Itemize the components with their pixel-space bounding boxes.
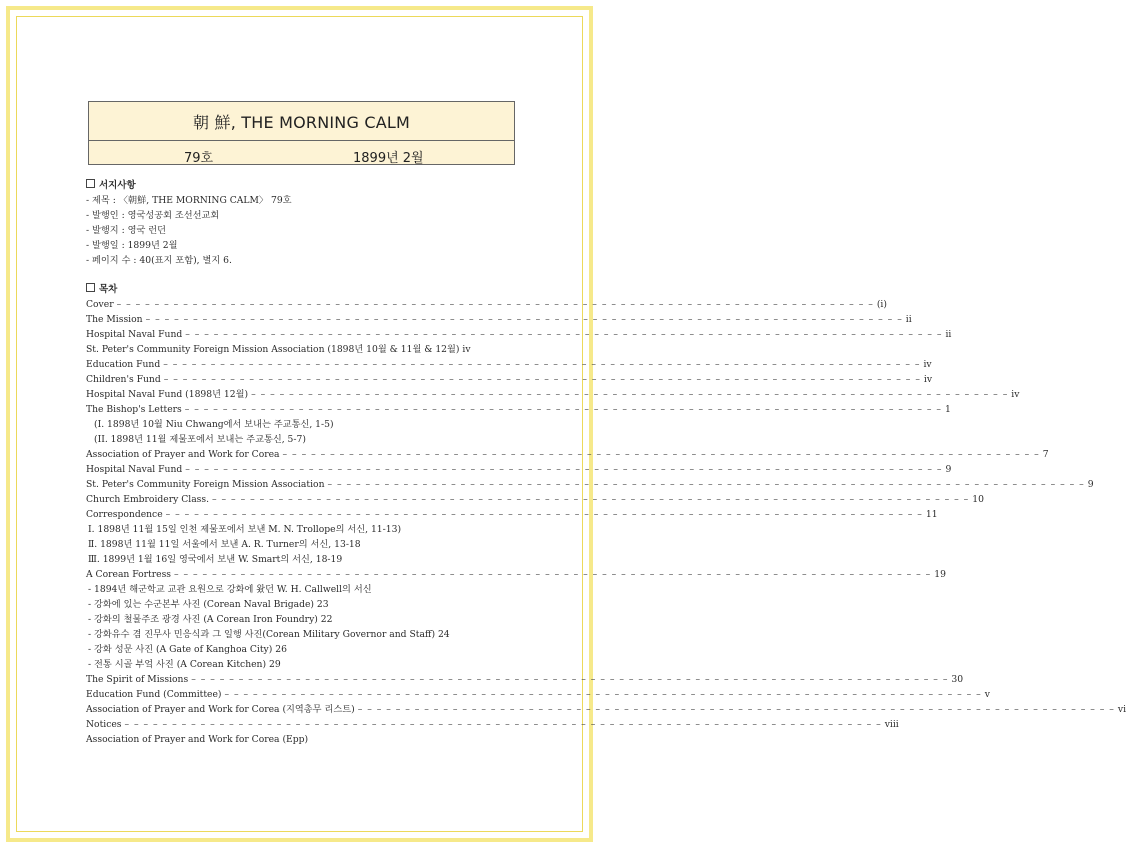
toc-entry-page: 30: [951, 674, 964, 685]
document-content: [86, 178, 1126, 747]
toc-entry-page: viii: [884, 719, 899, 730]
toc-leader: – – – – – – – – – – – – – – – – – – – – – – – – – – – – – – – – – – – – – – – – – – – – – – – – – – – – – – – – – – – – – – – – – – – – – – – – – – – – – – – –: [282, 449, 1040, 460]
toc-entry: [86, 387, 1020, 402]
toc-entry-title: Hospital Naval Fund: [86, 464, 183, 475]
toc-entry-title: Correspondence: [86, 509, 163, 520]
toc-leader: – – – – – – – – – – – – – – – – – – – – – – – – – – – – – – – – – – – – – – – – – – – – – – – – – – – – – – – – – – – – – – – – – – – – – – – – – – – – – – – –: [124, 719, 882, 730]
toc-entry-title: Association of Prayer and Work for Corea: [86, 449, 280, 460]
toc-entry: Association of Prayer and Work for Corea (Epp): [86, 734, 309, 745]
toc-entry: [86, 402, 951, 417]
toc-entry: [86, 687, 990, 702]
bibliography-line: - 제목 : 〈朝鮮, THE MORNING CALM〉 79호: [86, 195, 292, 206]
toc-entry-page: 7: [1042, 449, 1049, 460]
toc-entry: [86, 492, 984, 507]
toc-leader: – – – – – – – – – – – – – – – – – – – – – – – – – – – – – – – – – – – – – – – – – – – – – – – – – – – – – – – – – – – – – – – – – – – – – – – – – – – – – – – –: [185, 464, 943, 475]
toc-subentry: - 1894년 해군학교 교관 요원으로 강화에 왔던 W. H. Callwell의 서신: [88, 584, 372, 595]
toc-leader: – – – – – – – – – – – – – – – – – – – – – – – – – – – – – – – – – – – – – – – – – – – – – – – – – – – – – – – – – – – – – – – – – – – – – – – – – – – – – – – –: [116, 299, 874, 310]
bibliography-list: [86, 193, 518, 268]
bibliography-heading: 서지사항: [86, 178, 518, 193]
toc-entry: [86, 567, 946, 582]
toc-subentry: (I. 1898년 10월 Niu Chwang에서 보내는 주교통신, 1-5): [94, 419, 334, 430]
toc-subentry: Ⅰ. 1898년 11월 15일 인천 제물포에서 보낸 M. N. Trollope의 서신, 11-13): [88, 524, 402, 535]
toc-entry-page: vi: [1117, 704, 1126, 715]
toc-leader: – – – – – – – – – – – – – – – – – – – – – – – – – – – – – – – – – – – – – – – – – – – – – – – – – – – – – – – – – – – – – – – – – – – – – – – – – – – – – – – –: [145, 314, 903, 325]
bibliography-line: - 페이지 수 : 40(표지 포함), 별지 6.: [86, 255, 232, 266]
toc-entry: [86, 372, 933, 387]
toc-subentry: Ⅲ. 1899년 1월 16일 영국에서 보낸 W. Smart의 서신, 18-19: [88, 554, 343, 565]
toc-entry: [86, 672, 964, 687]
toc-leader: – – – – – – – – – – – – – – – – – – – – – – – – – – – – – – – – – – – – – – – – – – – – – – – – – – – – – – – – – – – – – – – – – – – – – – – – – – – – – – – –: [327, 479, 1085, 490]
toc-entry-page: iv: [923, 359, 932, 370]
toc-subentry: - 강화유수 겸 진무사 민응식과 그 일행 사진(Corean Military Governor and Staff) 24: [88, 629, 450, 640]
toc-entry-page: iv: [1011, 389, 1020, 400]
toc-entry-title: The Spirit of Missions: [86, 674, 189, 685]
toc-entry: [86, 327, 952, 342]
toc-heading: 목차: [86, 282, 518, 297]
toc-leader: – – – – – – – – – – – – – – – – – – – – – – – – – – – – – – – – – – – – – – – – – – – – – – – – – – – – – – – – – – – – – – – – – – – – – – – – – – – – – – – –: [185, 329, 943, 340]
toc-leader: – – – – – – – – – – – – – – – – – – – – – – – – – – – – – – – – – – – – – – – – – – – – – – – – – – – – – – – – – – – – – – – – – – – – – – – – – – – – – – – –: [212, 494, 970, 505]
toc-entry-title: Education Fund: [86, 359, 161, 370]
issue-number: 79호: [184, 151, 214, 166]
toc-entry-page: 1: [944, 404, 951, 415]
toc-entry: St. Peter's Community Foreign Mission Association (1898년 10월 & 11월 & 12월) iv: [86, 344, 471, 355]
toc-subentry: - 전통 시골 부엌 사진 (A Corean Kitchen) 29: [88, 659, 281, 670]
checkbox-icon: [86, 179, 95, 188]
toc-leader: – – – – – – – – – – – – – – – – – – – – – – – – – – – – – – – – – – – – – – – – – – – – – – – – – – – – – – – – – – – – – – – – – – – – – – – – – – – – – – – –: [251, 389, 1009, 400]
toc-entry: [86, 447, 1049, 462]
toc-entry-page: ii: [945, 329, 952, 340]
bibliography-line: - 발행지 : 영국 런던: [86, 225, 167, 236]
toc-entry-title: Hospital Naval Fund (1898년 12월): [86, 389, 249, 400]
toc-entry-page: 11: [925, 509, 938, 520]
toc-leader: – – – – – – – – – – – – – – – – – – – – – – – – – – – – – – – – – – – – – – – – – – – – – – – – – – – – – – – – – – – – – – – – – – – – – – – – – – – – – – – –: [174, 569, 932, 580]
toc-leader: – – – – – – – – – – – – – – – – – – – – – – – – – – – – – – – – – – – – – – – – – – – – – – – – – – – – – – – – – – – – – – – – – – – – – – – – – – – – – – – –: [191, 674, 949, 685]
toc-entry: [86, 477, 1094, 492]
toc-entry-title: St. Peter's Community Foreign Mission Association: [86, 479, 325, 490]
toc-subentry: - 강화에 있는 수군본부 사진 (Corean Naval Brigade) 23: [88, 599, 329, 610]
toc-list: [86, 297, 1126, 747]
toc-leader: – – – – – – – – – – – – – – – – – – – – – – – – – – – – – – – – – – – – – – – – – – – – – – – – – – – – – – – – – – – – – – – – – – – – – – – – – – – – – – – –: [163, 374, 921, 385]
toc-subentry: - 강화 성문 사진 (A Gate of Kanghoa City) 26: [88, 644, 287, 655]
toc-entry-page: iv: [923, 374, 933, 385]
toc-leader: – – – – – – – – – – – – – – – – – – – – – – – – – – – – – – – – – – – – – – – – – – – – – – – – – – – – – – – – – – – – – – – – – – – – – – – – – – – – – – – –: [357, 704, 1115, 715]
toc-entry-title: The Bishop's Letters: [86, 404, 182, 415]
document-title: 朝 鮮, THE MORNING CALM: [89, 102, 514, 141]
toc-entry: [86, 702, 1126, 717]
toc-entry-title: Notices: [86, 719, 122, 730]
toc-entry: [86, 357, 932, 372]
checkbox-icon: [86, 283, 95, 292]
toc-subentry: Ⅱ. 1898년 11월 11일 서울에서 보낸 A. R. Turner의 서신, 13-18: [88, 539, 361, 550]
toc-subentry: - 강화의 철물주조 광경 사진 (A Corean Iron Foundry) 22: [88, 614, 333, 625]
toc-entry-page: 9: [1087, 479, 1094, 490]
toc-entry-title: Cover: [86, 299, 114, 310]
toc-entry-title: A Corean Fortress: [86, 569, 172, 580]
issue-date: 1899년 2월: [353, 151, 424, 166]
toc-entry-title: Education Fund (Committee): [86, 689, 222, 700]
toc-entry: [86, 462, 952, 477]
toc-leader: – – – – – – – – – – – – – – – – – – – – – – – – – – – – – – – – – – – – – – – – – – – – – – – – – – – – – – – – – – – – – – – – – – – – – – – – – – – – – – – –: [163, 359, 921, 370]
toc-entry-title: Hospital Naval Fund: [86, 329, 183, 340]
toc-leader: – – – – – – – – – – – – – – – – – – – – – – – – – – – – – – – – – – – – – – – – – – – – – – – – – – – – – – – – – – – – – – – – – – – – – – – – – – – – – – – –: [165, 509, 923, 520]
toc-entry: [86, 297, 887, 312]
toc-entry-title: Association of Prayer and Work for Corea (지역총무 리스트): [86, 704, 355, 715]
bibliography-line: - 발행일 : 1899년 2월: [86, 240, 178, 251]
toc-leader: – – – – – – – – – – – – – – – – – – – – – – – – – – – – – – – – – – – – – – – – – – – – – – – – – – – – – – – – – – – – – – – – – – – – – – – – – – – – – – – –: [224, 689, 982, 700]
toc-entry-page: 9: [945, 464, 952, 475]
toc-entry-page: (i): [876, 299, 887, 310]
toc-leader: – – – – – – – – – – – – – – – – – – – – – – – – – – – – – – – – – – – – – – – – – – – – – – – – – – – – – – – – – – – – – – – – – – – – – – – – – – – – – – – –: [184, 404, 942, 415]
toc-entry-page: 10: [972, 494, 984, 505]
toc-entry-page: ii: [905, 314, 912, 325]
title-box: [88, 101, 515, 165]
title-subrow: [89, 141, 514, 164]
toc-entry-title: The Mission: [86, 314, 143, 325]
toc-subentry: (II. 1898년 11월 제물포에서 보내는 주교통신, 5-7): [94, 434, 306, 445]
toc-entry: [86, 717, 899, 732]
toc-entry-page: v: [984, 689, 990, 700]
toc-entry: [86, 507, 938, 522]
toc-entry-title: Children's Fund: [86, 374, 161, 385]
bibliography-line: - 발행인 : 영국성공회 조선선교회: [86, 210, 220, 221]
toc-entry-title: Church Embroidery Class.: [86, 494, 210, 505]
toc-entry: [86, 312, 912, 327]
toc-entry-page: 19: [934, 569, 946, 580]
